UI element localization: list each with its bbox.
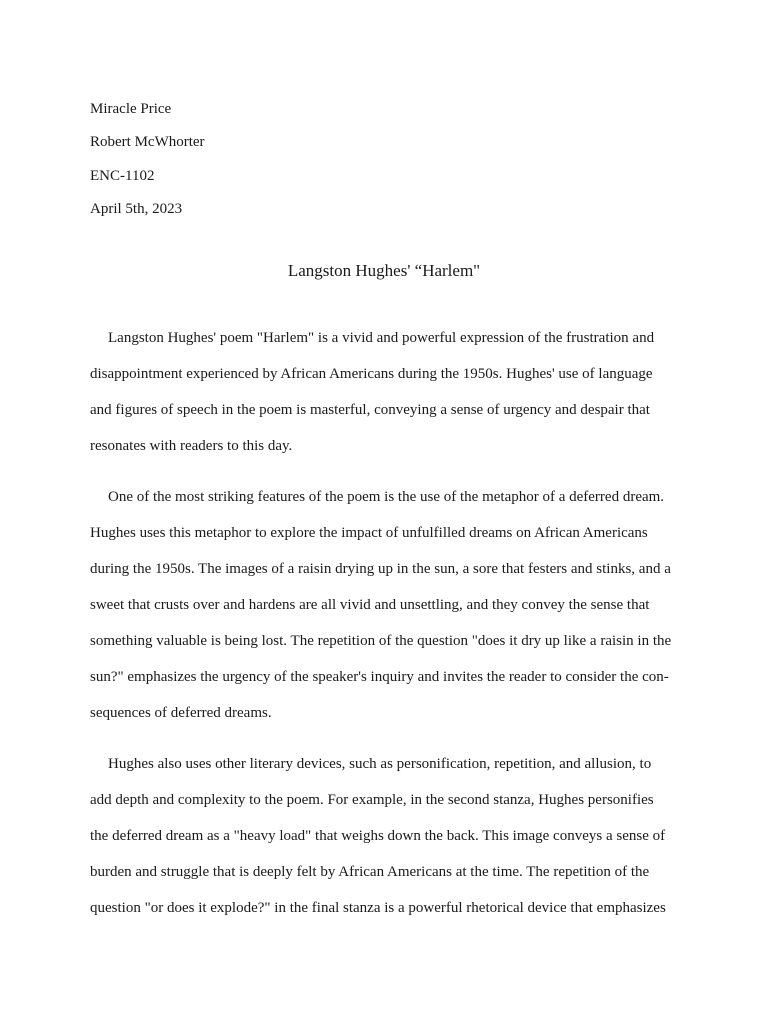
paragraph-line: something valuable is being lost. The repetition of the question "does it dry up like a raisin in the xyxy=(90,633,672,649)
paragraph-line: Hughes also uses other literary devices, such as personification, repetition, and allusion, to xyxy=(108,756,652,772)
paragraph-2 xyxy=(90,487,680,739)
paragraph-3 xyxy=(90,754,680,934)
paragraph-line: One of the most striking features of the poem is the use of the metaphor of a deferred dream. xyxy=(108,489,665,505)
paragraph-line: sequences of deferred dreams. xyxy=(90,705,272,721)
paragraph-line: the deferred dream as a "heavy load" that weighs down the back. This image conveys a sense of xyxy=(90,828,666,844)
paragraph-line: burden and struggle that is deeply felt by African Americans at the time. The repetition of the xyxy=(90,864,650,880)
paragraph-line: sweet that crusts over and hardens are all vivid and unsettling, and they convey the sense that xyxy=(90,597,650,613)
paragraph-line: Hughes uses this metaphor to explore the impact of unfulfilled dreams on African Americans xyxy=(90,525,648,541)
paragraph-line: and figures of speech in the poem is masterful, conveying a sense of urgency and despair that xyxy=(90,402,650,418)
instructor-name: Robert McWhorter xyxy=(90,134,205,151)
author-name: Miracle Price xyxy=(90,101,172,117)
paragraph-line: resonates with readers to this day. xyxy=(90,438,293,454)
paragraph-line: during the 1950s. The images of a raisin drying up in the sun, a sore that festers and stinks, and a xyxy=(90,561,671,577)
course-code: ENC-1102 xyxy=(90,167,155,184)
paragraph-1 xyxy=(90,328,680,472)
paragraph-line: question "or does it explode?" in the final stanza is a powerful rhetorical device that emphasizes xyxy=(90,900,666,916)
essay-title: Langston Hughes' “Harlem" xyxy=(287,261,481,280)
paragraph-line: disappointment experienced by African Americans during the 1950s. Hughes' use of language xyxy=(90,366,653,382)
paragraph-line: sun?" emphasizes the urgency of the speaker's inquiry and invites the reader to consider the con- xyxy=(90,669,669,685)
heading-block xyxy=(90,93,205,226)
paragraph-line: add depth and complexity to the poem. For example, in the second stanza, Hughes personifies xyxy=(90,792,654,808)
essay-body xyxy=(90,328,680,949)
essay-date: April 5th, 2023 xyxy=(90,200,183,217)
paragraph-line: Langston Hughes' poem "Harlem" is a vivid and powerful expression of the frustration and xyxy=(108,330,655,346)
